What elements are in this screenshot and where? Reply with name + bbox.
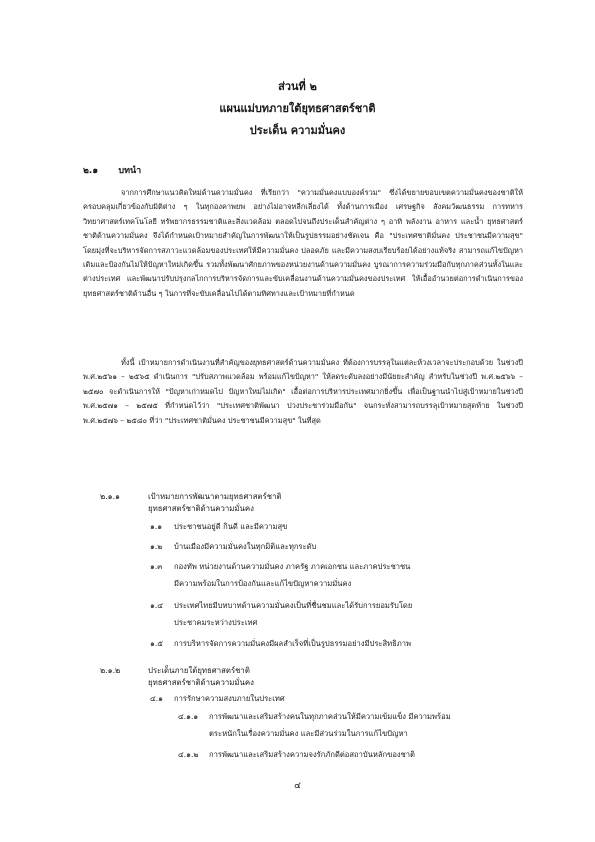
subsection-2-heading [100, 665, 254, 687]
item-text: บ้านเมืองมีความมั่นคงในทุกมิติและทุกระดับ [174, 542, 317, 551]
subsection-2-subtitle: ยุทธศาสตร์ชาติด้านความมั่นคง [148, 678, 254, 687]
subsection-1-heading [100, 491, 282, 513]
item-number: ๑.๔ [150, 601, 163, 610]
section-number: ๒.๑ [83, 166, 99, 176]
paragraph-1-text: จากการศึกษาแนวคิดใหม่ด้านความมั่นคง ที่เรียกว่า "ความมั่นคงแบบองค์รวม" ซึ่งได้ขยายขอบเขตความมั่นคงของชาติให้ครอบคลุมเกี่ยวข้องกับมิติต่าง ๆ ในทุกองคาพยพ อย่างไม่อาจหลีกเลี่ยงได้ ทั้งด้านการเมือง เศรษฐกิจ สังคมวัฒนธรรม การทหาร วิทยาศาสตร์เทคโนโลยี ทรัพยากรธรรมชาติและสิ่งแวดล้อม ตลอดไปจนถึงประเด็นสำคัญต่าง ๆ อาทิ พลังงาน อาหาร และน้ำ ยุทธศาสตร์ชาติด้านความมั่นคง จึงได้กำหนดเป้าหมายสำคัญในการพัฒนาให้เป็นรูปธรรมอย่างชัดเจน คือ "ประเทศชาติมั่นคง ประชาชนมีความสุข" โดยมุ่งที่จะบริหารจัดการสภาวะแวดล้อมของประเทศให้มีความมั่นคง ปลอดภัย และมีความสงบเรียบร้อยได้อย่างแท้จริง สามารถแก้ไขปัญหาเดิมและป้องกันไม่ให้ปัญหาใหม่เกิดขึ้น รวมทั้งพัฒนาศักยภาพของหน่วยงานด้านความมั่นคง บูรณาการความร่วมมือกับทุกภาคส่วนทั้งในและต่างประเทศ และพัฒนาปรับปรุงกลไกการบริหารจัดการและขับเคลื่อนงานด้านความมั่นคงของประเทศ ให้เอื้ออำนวยต่อการดำเนินการของยุทธศาสตร์ชาติด้านอื่น ๆ ในการที่จะขับเคลื่อนไปได้ตามทิศทางและเป้าหมายที่กำหนด [83, 188, 523, 298]
item-number: ๔.๑.๒ [178, 750, 199, 759]
list-item [150, 600, 530, 630]
item-number: ๑.๓ [150, 562, 163, 571]
subsection-1-subtitle: ยุทธศาสตร์ชาติด้านความมั่นคง [148, 504, 254, 513]
subsection-2-number: ๒.๑.๒ [100, 666, 121, 675]
section-heading [83, 165, 141, 177]
item-text: การบริหารจัดการความมั่นคงมีผลสำเร็จที่เป็นรูปธรรมอย่างมีประสิทธิภาพ [174, 639, 412, 648]
header-line-1: ส่วนที่ ๒ [278, 80, 317, 93]
section-title: บทนำ [118, 166, 142, 176]
subsection-1-title: เป้าหมายการพัฒนาตามยุทธศาสตร์ชาติ [148, 492, 282, 501]
item-text: กองทัพ หน่วยงานด้านความมั่นคง ภาครัฐ ภาคเอกชน และภาคประชาชน [174, 562, 411, 571]
paragraph-1 [83, 186, 523, 301]
item-number: ๑.๑ [150, 522, 163, 531]
header-line-2: แผนแม่บทภายใต้ยุทธศาสตร์ชาติ [219, 102, 376, 115]
item-text: การพัฒนาและเสริมสร้างคนในทุกภาคส่วนให้มีความเข้มแข็ง มีความพร้อม [209, 712, 451, 721]
item-text-cont: ตระหนักในเรื่องความมั่นคง และมีส่วนร่วมในการแก้ไขปัญหา [209, 729, 408, 738]
item-text: ประชาชนอยู่ดี กินดี และมีความสุข [174, 522, 288, 531]
paragraph-2-text: ทั้งนี้ เป้าหมายการดำเนินงานที่สำคัญของยุทธศาสตร์ด้านความมั่นคง ที่ต้องการบรรลุในแต่ละห้วงเวลาจะประกอบด้วย ในช่วงปี พ.ศ.๒๕๖๑ – ๒๕๖๕ ดำเนินการ "ปรับสภาพแวดล้อม พร้อมแก้ไขปัญหา" ให้ลดระดับลงอย่างมีนัยยะสำคัญ สำหรับในช่วงปี พ.ศ.๒๕๖๖ – ๒๕๗๐ จะดำเนินการให้ "ปัญหาเก่าหมดไป ปัญหาใหม่ไม่เกิด" เอื้อต่อการบริหารประเทศมากยิ่งขึ้น เพื่อเป็นฐานนำไปสู่เป้าหมายในช่วงปี พ.ศ.๒๕๗๑ – ๒๕๗๕ ที่กำหนดไว้ว่า "ประเทศชาติพัฒนา ปวงประชาร่วมมือกัน" จนกระทั่งสามารถบรรลุเป้าหมายสุดท้าย ในช่วงปี พ.ศ.๒๕๗๖ – ๒๕๘๐ ที่ว่า "ประเทศชาติมั่นคง ประชาชนมีความสุข" ในที่สุด [83, 358, 523, 425]
paragraph-2 [83, 356, 523, 428]
item-text-cont: ประชาคมระหว่างประเทศ [174, 618, 258, 627]
item-number: ๑.๕ [150, 639, 163, 648]
subsection-2-title: ประเด็นภายใต้ยุทธศาสตร์ชาติ [148, 666, 250, 675]
sub-list-item [178, 711, 538, 741]
item-number: ๔.๑.๑ [178, 712, 199, 721]
item-number: ๔.๑ [150, 694, 163, 703]
page-number: ๔ [294, 781, 301, 791]
item-text-cont: มีความพร้อมในการป้องกันและแก้ไขปัญหาความมั่นคง [174, 579, 352, 588]
header-line-3: ประเด็น ความมั่นคง [249, 124, 346, 137]
item-text: การรักษาความสงบภายในประเทศ [174, 694, 285, 703]
subsection-1-number: ๒.๑.๑ [100, 492, 120, 501]
list-item [150, 561, 530, 591]
item-number: ๑.๒ [150, 542, 163, 551]
item-text: การพัฒนาและเสริมสร้างความจงรักภักดีต่อสถาบันหลักของชาติ [209, 750, 415, 759]
item-text: ประเทศไทยมีบทบาทด้านความมั่นคงเป็นที่ชื่นชมและได้รับการยอมรับโดย [174, 601, 413, 610]
